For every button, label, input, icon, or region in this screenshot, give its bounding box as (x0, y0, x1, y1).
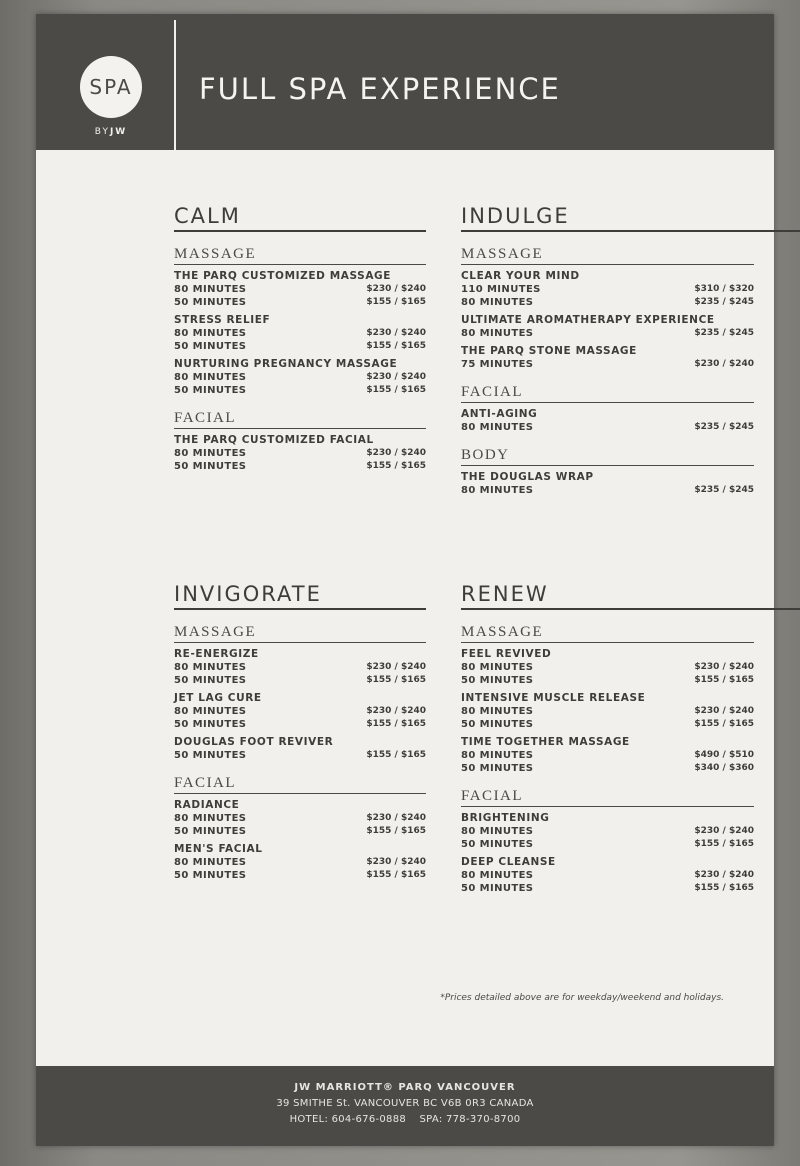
price: $230 / $240 (366, 328, 426, 338)
price: $230 / $240 (366, 857, 426, 867)
treatment-name: FEEL REVIVED (461, 648, 552, 660)
treatment-name: THE PARQ STONE MASSAGE (461, 345, 637, 357)
price-row (461, 870, 754, 881)
duration: 80 MINUTES (174, 813, 247, 824)
treatment-name: RE-ENERGIZE (174, 648, 259, 660)
duration: 80 MINUTES (461, 422, 534, 433)
price-row (461, 662, 754, 673)
duration: 80 MINUTES (174, 706, 247, 717)
price-row (174, 813, 426, 824)
duration: 50 MINUTES (174, 385, 247, 396)
duration: 80 MINUTES (174, 857, 247, 868)
price-row (461, 839, 754, 850)
price-row (461, 485, 754, 496)
price: $340 / $360 (694, 763, 754, 773)
duration: 80 MINUTES (461, 662, 534, 673)
section-invigorate (174, 582, 426, 881)
duration: 50 MINUTES (174, 750, 247, 761)
duration: 80 MINUTES (461, 826, 534, 837)
duration: 50 MINUTES (174, 826, 247, 837)
price: $235 / $245 (694, 422, 754, 432)
treatment-name: THE PARQ CUSTOMIZED MASSAGE (174, 270, 392, 282)
logo-by: BY (94, 127, 110, 137)
category-heading: FACIAL (174, 410, 426, 429)
price: $155 / $165 (694, 839, 754, 849)
treatment-name: BRIGHTENING (461, 812, 550, 824)
duration: 80 MINUTES (461, 297, 534, 308)
price-row (174, 297, 426, 308)
category-heading: MASSAGE (174, 624, 426, 643)
duration: 80 MINUTES (461, 750, 534, 761)
duration: 110 MINUTES (461, 284, 541, 295)
duration: 80 MINUTES (461, 328, 534, 339)
logo-jw: JW (109, 127, 128, 137)
treatment-name: INTENSIVE MUSCLE RELEASE (461, 692, 646, 704)
price: $230 / $240 (694, 706, 754, 716)
price-row (174, 706, 426, 717)
category-heading: BODY (461, 447, 754, 466)
price-row (461, 706, 754, 717)
logo-text: SPA (89, 75, 133, 99)
price-row (174, 385, 426, 396)
duration: 75 MINUTES (461, 359, 534, 370)
duration: 50 MINUTES (174, 297, 247, 308)
price-row (174, 826, 426, 837)
logo-byline (80, 127, 142, 137)
duration: 80 MINUTES (174, 328, 247, 339)
duration: 50 MINUTES (174, 719, 247, 730)
treatment-name: NURTURING PREGNANCY MASSAGE (174, 358, 398, 370)
price-row (461, 422, 754, 433)
price-row (461, 675, 754, 686)
treatment-name: ANTI-AGING (461, 408, 538, 420)
price-row (461, 297, 754, 308)
duration: 50 MINUTES (174, 461, 247, 472)
price-row (174, 857, 426, 868)
duration: 80 MINUTES (174, 284, 247, 295)
price: $230 / $240 (366, 662, 426, 672)
duration: 50 MINUTES (461, 763, 534, 774)
duration: 80 MINUTES (461, 485, 534, 496)
price-row (461, 763, 754, 774)
price-row (174, 341, 426, 352)
category-heading: FACIAL (461, 384, 754, 403)
section-title: INVIGORATE (174, 582, 426, 610)
price-row (174, 675, 426, 686)
duration: 80 MINUTES (461, 706, 534, 717)
price-row (174, 448, 426, 459)
price: $155 / $165 (366, 385, 426, 395)
category-heading: MASSAGE (461, 624, 754, 643)
price: $230 / $240 (366, 284, 426, 294)
spa-logo (80, 56, 142, 118)
duration: 50 MINUTES (461, 839, 534, 850)
duration: 50 MINUTES (174, 870, 247, 881)
hotel-address: 39 SMITHE St. VANCOUVER BC V6B 0R3 CANADA (276, 1098, 534, 1109)
price-row (174, 461, 426, 472)
price: $230 / $240 (694, 359, 754, 369)
hotel-name: JW MARRIOTT® PARQ VANCOUVER (294, 1082, 516, 1093)
duration: 80 MINUTES (174, 448, 247, 459)
price: $230 / $240 (694, 826, 754, 836)
treatment-name: ULTIMATE AROMATHERAPY EXPERIENCE (461, 314, 715, 326)
treatment-name: RADIANCE (174, 799, 240, 811)
price: $230 / $240 (366, 448, 426, 458)
price: $235 / $245 (694, 485, 754, 495)
price: $155 / $165 (366, 826, 426, 836)
price: $235 / $245 (694, 328, 754, 338)
category-heading: FACIAL (174, 775, 426, 794)
price-row (461, 284, 754, 295)
section-title: RENEW (461, 582, 800, 610)
price: $155 / $165 (366, 675, 426, 685)
price-row (461, 826, 754, 837)
price: $230 / $240 (366, 372, 426, 382)
section-title: CALM (174, 204, 426, 232)
price-row (174, 719, 426, 730)
price: $155 / $165 (694, 883, 754, 893)
contact-line (36, 1114, 774, 1125)
price-row (174, 870, 426, 881)
price-row (174, 284, 426, 295)
category-heading: MASSAGE (174, 246, 426, 265)
price-row (174, 750, 426, 761)
menu-footer (36, 1066, 774, 1146)
price-row (461, 719, 754, 730)
treatment-name: CLEAR YOUR MIND (461, 270, 580, 282)
treatment-name: TIME TOGETHER MASSAGE (461, 736, 630, 748)
price-note: *Prices detailed above are for weekday/weekend and holidays. (440, 993, 724, 1003)
price: $235 / $245 (694, 297, 754, 307)
duration: 50 MINUTES (461, 719, 534, 730)
price: $230 / $240 (366, 706, 426, 716)
section-indulge (461, 204, 768, 496)
price: $155 / $165 (366, 870, 426, 880)
price: $230 / $240 (694, 662, 754, 672)
treatment-name: JET LAG CURE (174, 692, 262, 704)
treatment-name: DOUGLAS FOOT REVIVER (174, 736, 334, 748)
section-renew (461, 582, 768, 894)
price-row (174, 328, 426, 339)
spa-menu-sheet (36, 14, 774, 1146)
price-row (461, 883, 754, 894)
treatment-name: MEN'S FACIAL (174, 843, 263, 855)
duration: 50 MINUTES (174, 341, 247, 352)
price: $155 / $165 (694, 719, 754, 729)
price: $155 / $165 (366, 297, 426, 307)
price-row (461, 750, 754, 761)
duration: 50 MINUTES (461, 675, 534, 686)
price: $490 / $510 (694, 750, 754, 760)
spa-phone: SPA: 778-370-8700 (419, 1114, 521, 1125)
category-heading: MASSAGE (461, 246, 754, 265)
treatment-name: DEEP CLEANSE (461, 856, 556, 868)
price: $230 / $240 (366, 813, 426, 823)
page-title: FULL SPA EXPERIENCE (199, 72, 561, 106)
section-calm (174, 204, 426, 472)
duration: 50 MINUTES (461, 883, 534, 894)
price-row (174, 372, 426, 383)
price-row (461, 359, 754, 370)
duration: 50 MINUTES (174, 675, 247, 686)
price-row (174, 662, 426, 673)
duration: 80 MINUTES (461, 870, 534, 881)
price: $155 / $165 (366, 461, 426, 471)
price: $155 / $165 (366, 341, 426, 351)
price-row (461, 328, 754, 339)
duration: 80 MINUTES (174, 372, 247, 383)
menu-header (36, 14, 774, 150)
treatment-name: STRESS RELIEF (174, 314, 271, 326)
hotel-phone: HOTEL: 604-676-0888 (289, 1114, 407, 1125)
treatment-name: THE PARQ CUSTOMIZED FACIAL (174, 434, 374, 446)
duration: 80 MINUTES (174, 662, 247, 673)
header-divider (174, 20, 176, 150)
price: $155 / $165 (366, 719, 426, 729)
category-heading: FACIAL (461, 788, 754, 807)
treatment-name: THE DOUGLAS WRAP (461, 471, 594, 483)
price: $310 / $320 (694, 284, 754, 294)
price: $155 / $165 (366, 750, 426, 760)
section-title: INDULGE (461, 204, 800, 232)
price: $155 / $165 (694, 675, 754, 685)
price: $230 / $240 (694, 870, 754, 880)
